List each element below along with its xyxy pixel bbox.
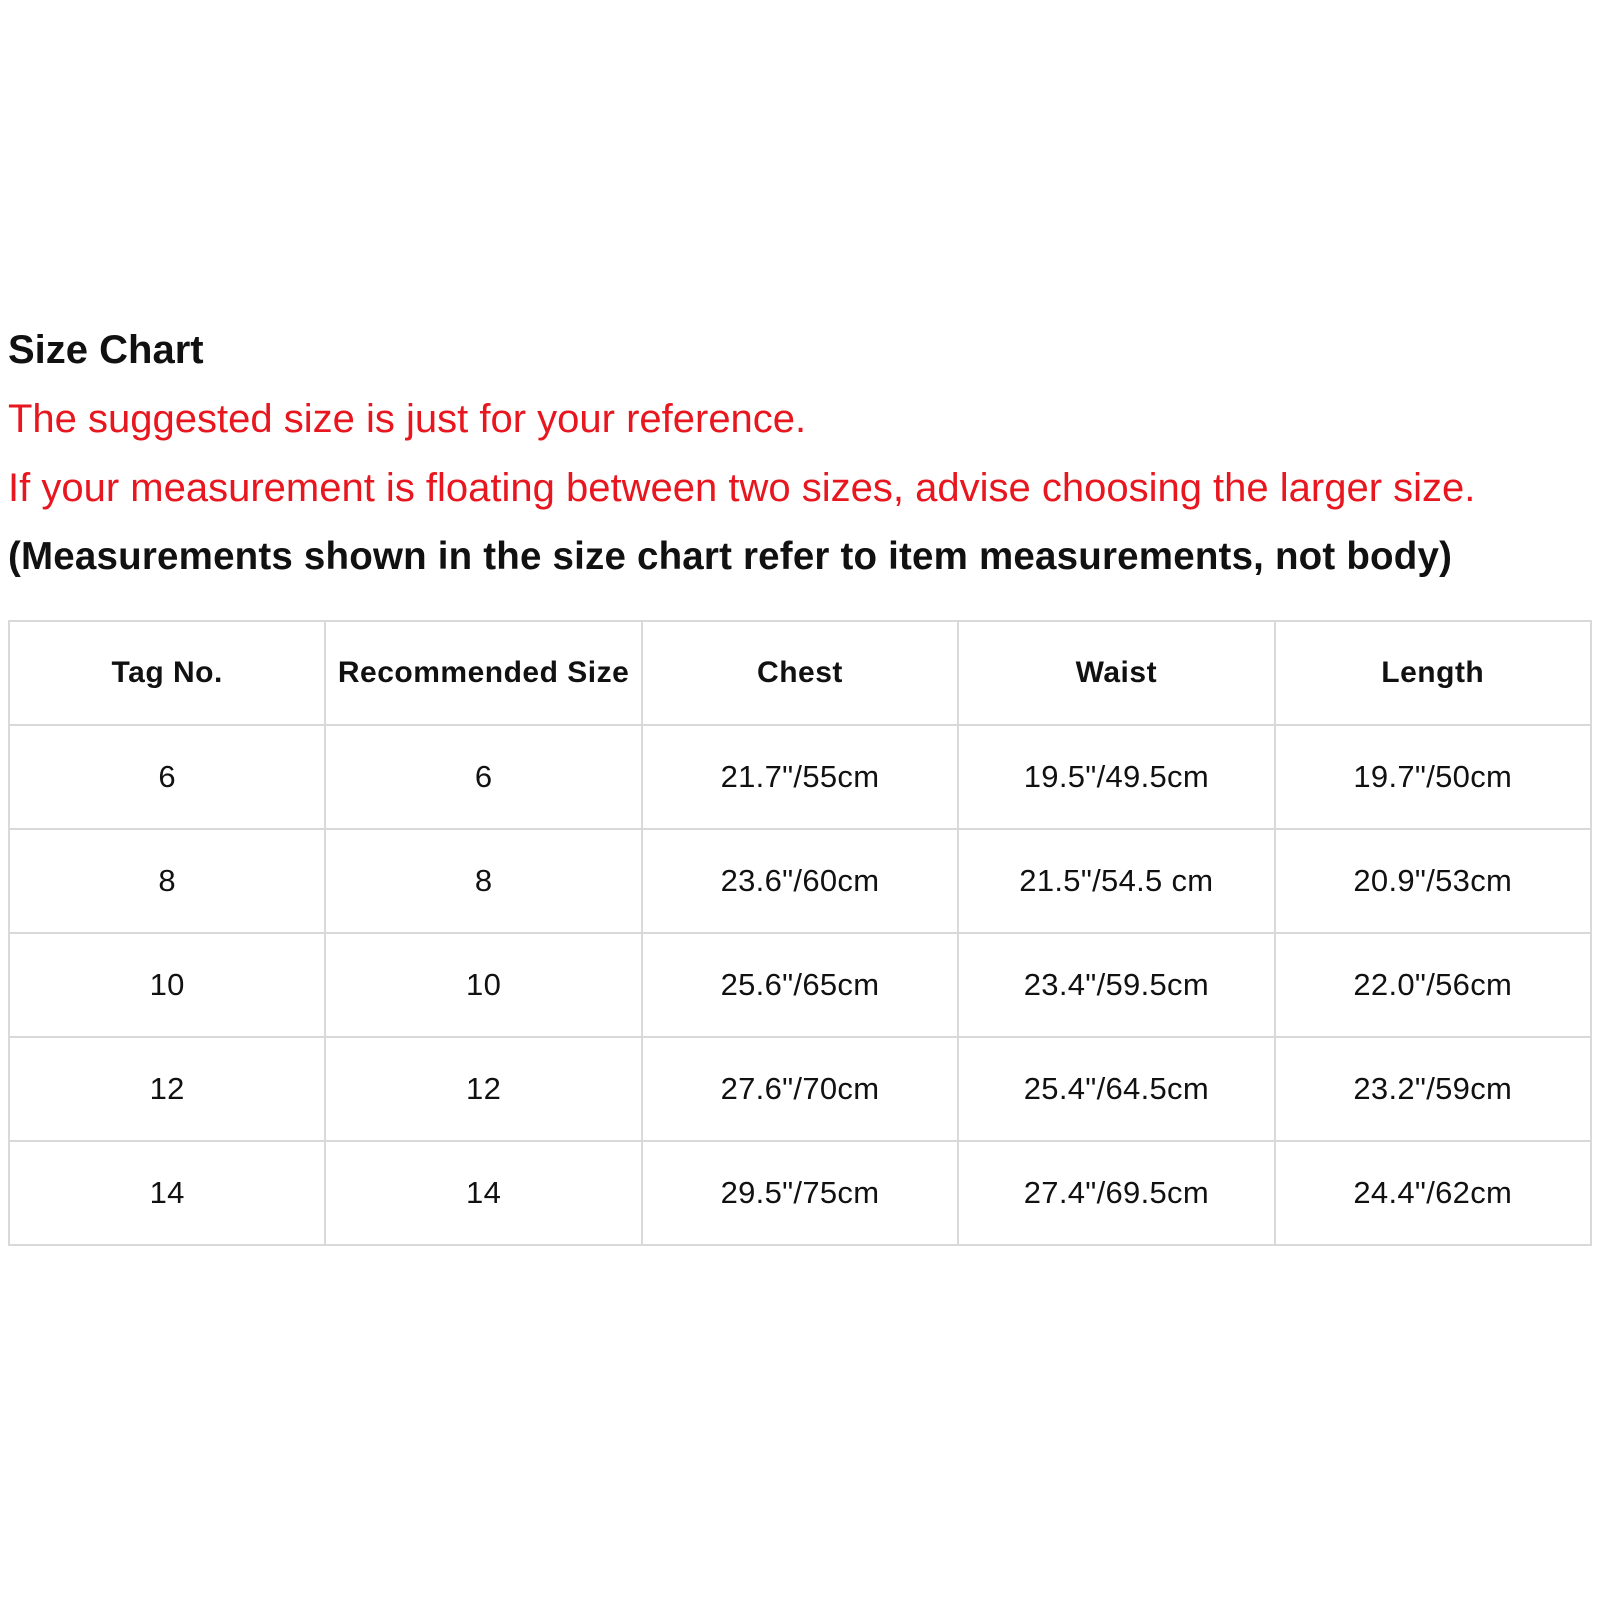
table-row	[9, 725, 1591, 829]
cell-waist: 27.4"/69.5cm	[958, 1141, 1274, 1245]
cell-chest: 29.5"/75cm	[642, 1141, 958, 1245]
larger-size-advice: If your measurement is floating between two sizes, advise choosing the larger size.	[8, 466, 1476, 510]
cell-length: 19.7"/50cm	[1275, 725, 1591, 829]
measurement-note: (Measurements shown in the size chart refer to item measurements, not body)	[8, 535, 1453, 578]
cell-waist: 25.4"/64.5cm	[958, 1037, 1274, 1141]
table-row	[9, 1141, 1591, 1245]
size-table	[8, 620, 1592, 1246]
cell-length: 22.0"/56cm	[1275, 933, 1591, 1037]
header-waist: Waist	[958, 621, 1274, 725]
cell-chest: 21.7"/55cm	[642, 725, 958, 829]
cell-tag-no: 10	[9, 933, 325, 1037]
table-header-row	[9, 621, 1591, 725]
table-row	[9, 829, 1591, 933]
cell-recommended-size: 10	[325, 933, 641, 1037]
cell-length: 20.9"/53cm	[1275, 829, 1591, 933]
cell-tag-no: 14	[9, 1141, 325, 1245]
cell-length: 23.2"/59cm	[1275, 1037, 1591, 1141]
cell-recommended-size: 12	[325, 1037, 641, 1141]
cell-chest: 23.6"/60cm	[642, 829, 958, 933]
size-chart-heading	[8, 330, 1592, 577]
cell-recommended-size: 14	[325, 1141, 641, 1245]
table-row	[9, 933, 1591, 1037]
cell-chest: 27.6"/70cm	[642, 1037, 958, 1141]
cell-length: 24.4"/62cm	[1275, 1141, 1591, 1245]
cell-waist: 19.5"/49.5cm	[958, 725, 1274, 829]
cell-waist: 21.5"/54.5 cm	[958, 829, 1274, 933]
table-row	[9, 1037, 1591, 1141]
page-title: Size Chart	[8, 328, 204, 372]
cell-tag-no: 12	[9, 1037, 325, 1141]
header-recommended-size: Recommended Size	[325, 621, 641, 725]
header-length: Length	[1275, 621, 1591, 725]
reference-notice: The suggested size is just for your reference.	[8, 397, 807, 441]
cell-chest: 25.6"/65cm	[642, 933, 958, 1037]
cell-tag-no: 6	[9, 725, 325, 829]
header-chest: Chest	[642, 621, 958, 725]
cell-waist: 23.4"/59.5cm	[958, 933, 1274, 1037]
cell-tag-no: 8	[9, 829, 325, 933]
header-tag-no: Tag No.	[9, 621, 325, 725]
cell-recommended-size: 6	[325, 725, 641, 829]
cell-recommended-size: 8	[325, 829, 641, 933]
